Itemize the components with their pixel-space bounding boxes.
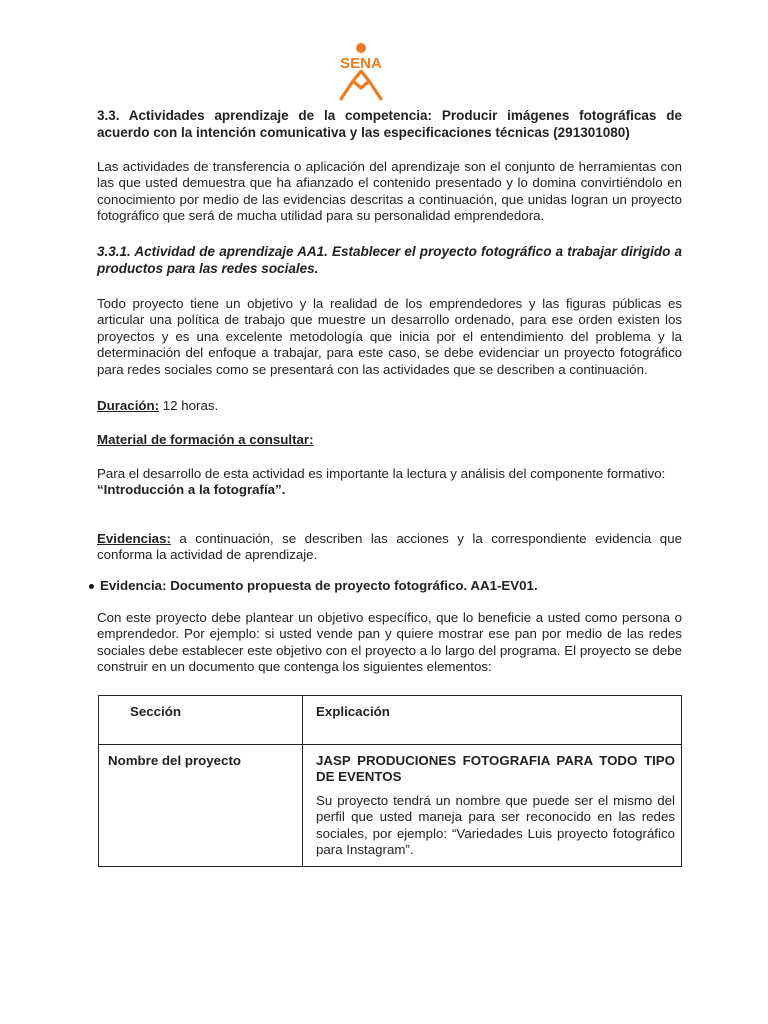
project-explanation: Su proyecto tendrá un nombre que puede ser el mismo del perfil que usted maneja para ser reconocido en las redes sociales, por ejemplo: “Variedades Luis proyecto fotográfico para Instagram”. <box>316 792 675 858</box>
project-title: JASP PRODUCIONES FOTOGRAFIA PARA TODO TIPO DE EVENTOS <box>316 753 675 785</box>
evidence-bullet <box>89 578 689 594</box>
evidence-paragraph: Con este proyecto debe plantear un objetivo específico, que lo beneficie a usted como persona o emprendedor. Por ejemplo: si usted vende pan y quiere mostrar ese pan por medio de las redes sociales debe establecer este objetivo con el proyecto a lo largo del programa. El proyecto se debe construir en un documento que contenga los siguientes elementos: <box>97 610 682 675</box>
material-label: Material de formación a consultar: <box>97 432 314 447</box>
material-paragraph: Para el desarrollo de esta actividad es importante la lectura y análisis del componente formativo: <box>97 466 666 481</box>
evidencias-text: a continuación, se describen las acciones y la correspondiente evidencia que conforma la actividad de aprendizaje. <box>97 531 682 563</box>
material-label-line <box>97 432 682 448</box>
duration-value: 12 horas. <box>159 398 219 413</box>
table-cell-explanation <box>303 745 682 867</box>
section-heading: 3.3. Actividades aprendizaje de la competencia: Producir imágenes fotográficas de acuerdo con la intención comunicativa y las especificaciones técnicas (291301080) <box>97 108 682 140</box>
table-row <box>99 745 682 867</box>
evidence-bullet-text: Evidencia: Documento propuesta de proyecto fotográfico. AA1-EV01. <box>100 578 538 593</box>
duration-label: Duración: <box>97 398 160 413</box>
sena-logo <box>331 41 391 103</box>
table-header-explanation: Explicación <box>303 696 682 745</box>
sections-table <box>98 695 682 867</box>
duration-line <box>97 398 682 414</box>
intro-paragraph: Las actividades de transferencia o aplicación del aprendizaje son el conjunto de herramientas con las que usted demuestra que ha afianzado el contenido presentado y lo domina convirtiéndolo en conocimiento por medio de las evidencias descritas a continuación, que unidas logran un proyecto fotográfico que será de mucha utilidad para su personalidad emprendedora. <box>97 159 682 224</box>
material-block <box>97 466 682 499</box>
activity-heading: 3.3.1. Actividad de aprendizaje AA1. Establecer el proyecto fotográfico a trabajar dirigido a productos para las redes sociales. <box>97 244 682 276</box>
table-header-section: Sección <box>99 696 303 745</box>
bullet-dot-icon <box>89 584 94 589</box>
table-header-row <box>99 696 682 745</box>
evidencias-label: Evidencias: <box>97 531 171 546</box>
table-cell-section: Nombre del proyecto <box>99 745 303 867</box>
evidencias-paragraph <box>97 531 682 564</box>
material-title: “Introducción a la fotografía”. <box>97 482 286 498</box>
svg-text:SENA: SENA <box>340 55 382 72</box>
activity-paragraph: Todo proyecto tiene un objetivo y la realidad de los emprendedores y las figuras públicas es articular una política de trabajo que muestre un desarrollo ordenado, para ese orden existen los proyectos y es una excelente metodología que inicia por el entendimiento del problema y la determinación del enfoque a trabajar, para este caso, se debe evidenciar un proyecto fotográfico para redes sociales como se presentará con las actividades que se describen a continuación. <box>97 296 682 377</box>
